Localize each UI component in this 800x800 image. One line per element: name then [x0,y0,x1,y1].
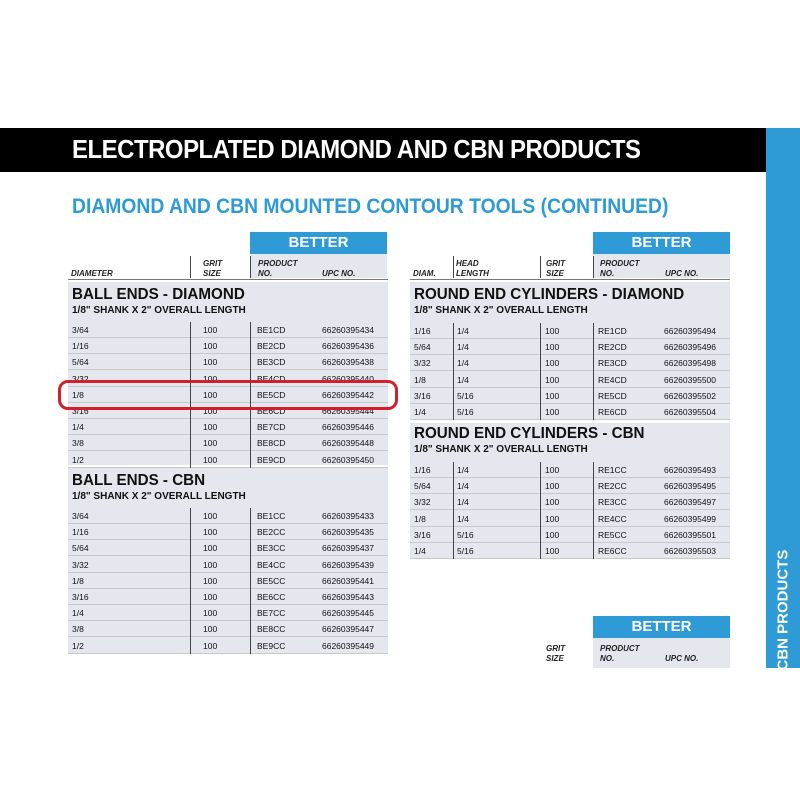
table-cell: 100 [203,624,218,635]
table-cell: 1/4 [72,608,84,619]
right-header-divider [540,256,541,278]
right-header-grit: GRIT SIZE [546,259,566,278]
table-cell: 5/64 [414,481,431,492]
table-cell: 5/16 [457,546,474,556]
table-cell: 100 [545,358,560,369]
table-cell: 1/4 [457,342,469,353]
table-cell: 1/4 [457,374,469,385]
table-cell: 100 [203,454,218,465]
table-cell: 1/4 [457,481,469,492]
table-cell: 66260395498 [664,358,717,369]
left-header-rule [68,279,388,280]
table-cell: 100 [545,546,560,556]
table-cell: 66260395442 [322,389,375,400]
table-cell: 100 [203,592,218,602]
right-header-diam: DIAM. [413,269,436,278]
table-cell: 3/32 [72,373,89,384]
right-header-head: HEAD LENGTH [456,259,489,278]
table-cell: 66260395445 [322,608,375,619]
page-title: ELECTROPLATED DIAMOND AND CBN PRODUCTS [72,134,641,164]
table-cell: 5/64 [414,342,431,353]
table-cell: 3/8 [72,438,84,449]
table-row [68,452,388,468]
table-cell: 3/16 [72,592,89,602]
table-cell: 5/16 [457,529,474,540]
table-cell: BE3CC [257,543,286,554]
table-cell: 3/8 [72,624,84,635]
table-cell: BE3CD [257,357,286,368]
left-header-upc: UPC NO. [322,269,356,278]
table-cell: 100 [203,389,218,400]
column-divider [453,323,454,420]
table-cell: 66260395437 [322,543,375,554]
table-cell: RE1CC [598,465,627,475]
table-cell: 100 [545,497,560,508]
table-row [68,573,388,589]
table-cell: 3/32 [414,358,431,369]
table-cell: 3/64 [72,325,89,335]
row-divider [410,419,730,420]
table-cell: 1/8 [72,389,84,400]
table-cell: 66260395440 [322,373,375,384]
table-cell: 100 [203,575,218,586]
right-header-product: PRODUCT NO. [600,259,640,278]
table-cell: 100 [545,407,560,417]
table-cell: BE6CC [257,592,286,602]
table-row [68,638,388,654]
table-cell: 1/4 [457,326,469,336]
table-row [410,511,730,527]
table-cell: 5/64 [72,543,89,554]
table-cell: BE9CD [257,454,286,465]
table-row [68,524,388,540]
table-cell: 66260395433 [322,511,375,521]
section-subtitle: 1/8" SHANK X 2" OVERALL LENGTH [414,444,588,455]
table-cell: 66260395495 [664,481,717,492]
column-divider [540,462,541,559]
table-cell: RE4CD [598,374,627,385]
column-divider [250,508,251,654]
table-cell: 66260395501 [664,529,717,540]
table-row [68,540,388,556]
table-cell: RE2CD [598,342,627,353]
table-cell: 66260395438 [322,357,375,368]
table-cell: 66260395450 [322,454,375,465]
table-cell: BE7CD [257,422,286,433]
table-cell: RE3CC [598,497,627,508]
table-row [68,557,388,573]
table-cell: 100 [203,559,218,570]
table-cell: 100 [545,529,560,540]
side-tab [766,128,800,747]
table-cell: BE2CC [257,527,286,538]
column-divider [593,323,594,420]
table-cell: 66260395493 [664,465,717,475]
table-cell: 1/4 [414,546,426,556]
table-cell: 66260395500 [664,374,717,385]
table-cell: 100 [545,390,560,401]
table-cell: 3/32 [414,497,431,508]
table-cell: 3/64 [72,511,89,521]
table-cell: BE8CD [257,438,286,449]
table-cell: 100 [203,373,218,384]
table-cell: BE4CC [257,559,286,570]
table-cell: 66260395441 [322,575,375,586]
section-title: BALL ENDS - CBN [72,472,206,489]
column-divider [190,508,191,654]
table-cell: 1/16 [414,326,431,336]
table-row [68,508,388,524]
table-cell: 100 [203,608,218,619]
side-tab-label: AMOND & CBN PRODUCTS [774,549,792,747]
table-cell: 66260395444 [322,406,375,416]
table-cell: 66260395499 [664,513,717,524]
table-cell: BE6CD [257,406,286,416]
table-cell: 100 [203,357,218,368]
table-cell: 66260395494 [664,326,717,336]
table-cell: RE1CD [598,326,627,336]
table-cell: 66260395436 [322,341,375,352]
table-cell: BE7CC [257,608,286,619]
table-cell: RE5CC [598,529,627,540]
column-divider [593,462,594,559]
table-cell: 66260395439 [322,559,375,570]
column-divider [453,462,454,559]
bottom-header-grit: GRIT SIZE [546,644,566,663]
table-cell: 66260395502 [664,390,717,401]
table-row [410,543,730,559]
table-cell: 100 [545,342,560,353]
table-cell: 66260395443 [322,592,375,602]
table-cell: 1/16 [72,527,89,538]
table-row [410,462,730,478]
table-row [68,621,388,637]
left-header-divider [250,256,251,278]
table-cell: 1/4 [457,358,469,369]
table-cell: 1/16 [72,341,89,352]
left-header-diameter: DIAMETER [71,269,113,278]
table-row [410,355,730,371]
table-cell: 66260395503 [664,546,717,556]
table-cell: RE3CD [598,358,627,369]
table-row [410,323,730,339]
section-title: ROUND END CYLINDERS - DIAMOND [414,286,685,303]
table-row [410,494,730,510]
table-cell: 1/4 [457,465,469,475]
table-cell: RE4CC [598,513,627,524]
table-cell: 66260395504 [664,407,717,417]
table-cell: 100 [203,511,218,521]
section-title: ROUND END CYLINDERS - CBN [414,425,645,442]
table-cell: 1/8 [414,374,426,385]
section-subtitle: 1/8" SHANK X 2" OVERALL LENGTH [72,491,246,502]
table-cell: 1/2 [72,454,84,465]
table-cell: 100 [545,481,560,492]
table-row [410,372,730,388]
table-cell: 1/16 [414,465,431,475]
page-header-bar [0,128,766,172]
table-row [410,527,730,543]
table-cell: 66260395434 [322,325,375,335]
right-header-divider [453,256,454,278]
row-divider [68,653,388,654]
table-cell: 1/8 [414,513,426,524]
table-cell: 66260395435 [322,527,375,538]
table-row [68,322,388,338]
table-cell: 1/4 [72,422,84,433]
table-row [68,605,388,621]
table-row [68,435,388,451]
table-cell: 100 [203,543,218,554]
table-cell: 100 [203,527,218,538]
table-cell: 100 [203,422,218,433]
table-row [410,339,730,355]
table-cell: 100 [203,325,218,335]
right-better-badge: BETTER [593,232,730,254]
left-better-badge: BETTER [250,232,387,254]
table-cell: 1/4 [457,497,469,508]
bottom-better-badge: BETTER [593,616,730,638]
table-cell: 5/16 [457,390,474,401]
left-header-grit: GRIT SIZE [203,259,223,278]
right-header-divider [593,256,594,278]
section-subtitle: 1/8" SHANK X 2" OVERALL LENGTH [72,305,246,316]
highlight-oval [58,380,398,410]
table-row [410,388,730,404]
bottom-header-upc: UPC NO. [665,654,699,663]
right-header-upc: UPC NO. [665,269,699,278]
table-cell: 1/8 [72,575,84,586]
table-cell: 66260395496 [664,342,717,353]
table-cell: 3/16 [72,406,89,416]
row-divider [68,467,388,468]
table-cell: 66260395446 [322,422,375,433]
section-title: BALL ENDS - DIAMOND [72,286,245,303]
table-cell: 66260395448 [322,438,375,449]
table-cell: 100 [203,438,218,449]
table-cell: RE2CC [598,481,627,492]
table-cell: BE1CC [257,511,286,521]
table-cell: 66260395449 [322,640,375,651]
section-subtitle: 1/8" SHANK X 2" OVERALL LENGTH [414,305,588,316]
table-cell: 5/16 [457,407,474,417]
table-cell: 66260395447 [322,624,375,635]
table-cell: BE4CD [257,373,286,384]
table-row [68,589,388,605]
table-cell: 66260395497 [664,497,717,508]
table-cell: BE5CD [257,389,286,400]
table-cell: 1/2 [72,640,84,651]
table-cell: BE9CC [257,640,286,651]
table-cell: BE2CD [257,341,286,352]
row-divider [410,558,730,559]
right-header-rule [410,279,730,280]
table-cell: 100 [203,640,218,651]
table-cell: 3/32 [72,559,89,570]
table-cell: 3/16 [414,390,431,401]
table-row [410,478,730,494]
table-cell: 5/64 [72,357,89,368]
table-cell: 100 [545,326,560,336]
table-cell: BE1CD [257,325,286,335]
table-cell: 3/16 [414,529,431,540]
table-cell: BE5CC [257,575,286,586]
table-row [68,338,388,354]
table-cell: 100 [545,374,560,385]
section-subtitle: DIAMOND AND CBN MOUNTED CONTOUR TOOLS (CONTINUED) [72,195,669,218]
table-cell: 1/4 [414,407,426,417]
column-divider [540,323,541,420]
left-header-divider [190,256,191,278]
table-cell: RE6CD [598,407,627,417]
table-cell: 1/4 [457,513,469,524]
left-header-product: PRODUCT NO. [258,259,298,278]
table-cell: 100 [545,465,560,475]
table-row [68,354,388,370]
table-cell: 100 [545,513,560,524]
table-row [68,419,388,435]
bottom-header-product: PRODUCT NO. [600,644,640,663]
table-cell: RE6CC [598,546,627,556]
table-cell: RE5CD [598,390,627,401]
table-cell: BE8CC [257,624,286,635]
table-cell: 100 [203,341,218,352]
table-row [410,404,730,420]
table-cell: 100 [203,406,218,416]
